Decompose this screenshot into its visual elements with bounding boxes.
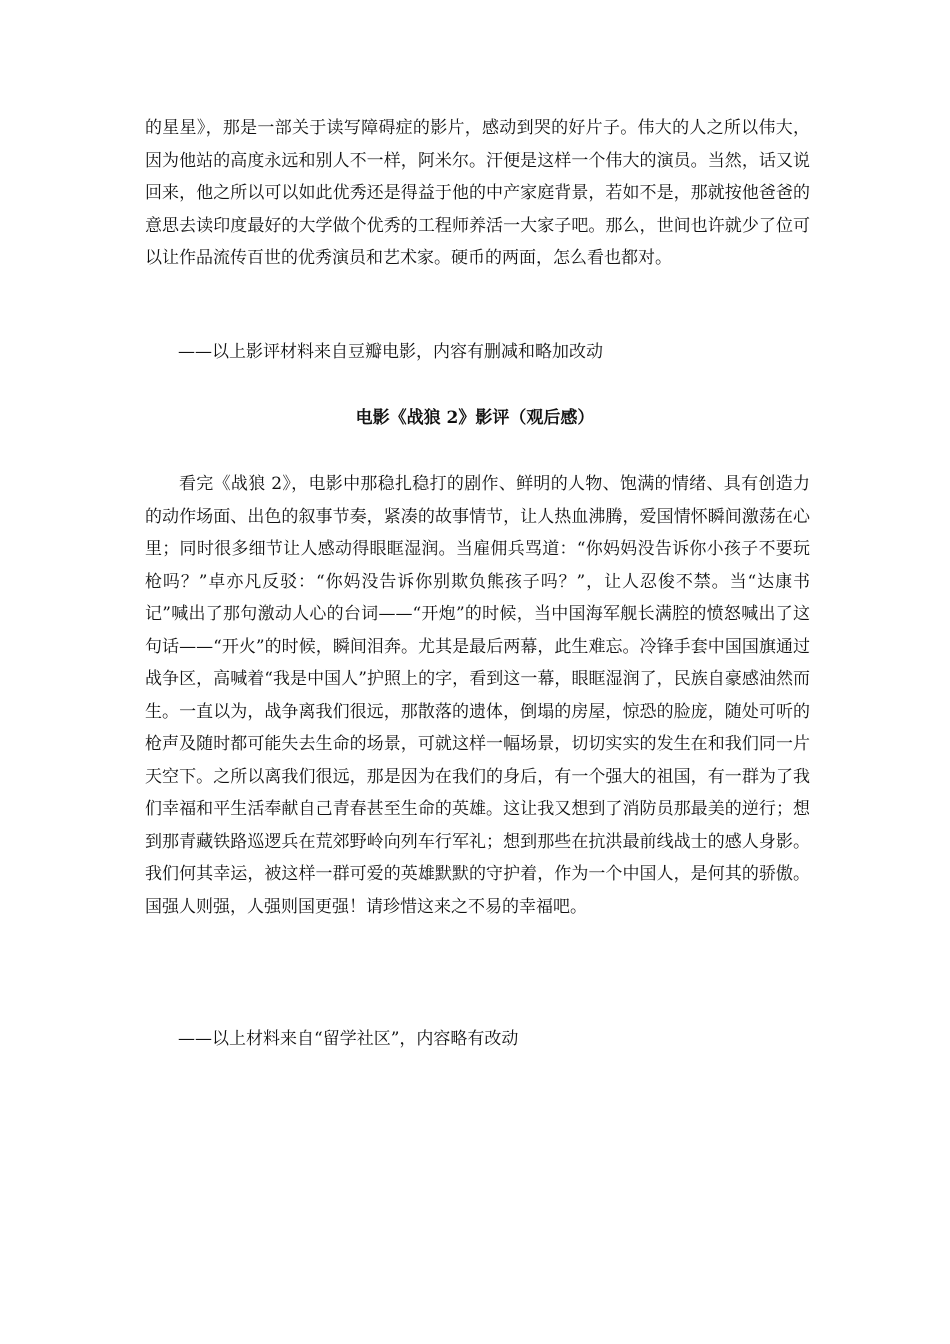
review-paragraph-continued: 的星星》，那是一部关于读写障碍症的影片，感动到哭的好片子。伟大的人之所以伟大，因为他站的高度永远和别人不一样，阿米尔。汗便是这样一个伟大的演员。当然，话又说回来，他之所以可以如此优秀还是得益于他的中产家庭背景，若如不是，那就按他爸爸的意思去读印度最好的大学做个优秀的工程师养活一大家子吧。那么，世间也许就少了位可以让作品流传百世的优秀演员和艺术家。硬币的两面，怎么看也都对。	[145, 118, 810, 268]
source-note-douban: ——以上影评材料来自豆瓣电影，内容有删减和略加改动	[178, 342, 603, 362]
review-paragraph-wolf-warrior: 看完《战狼 2》，电影中那稳扎稳打的剧作、鲜明的人物、饱满的情绪、具有创造力的动作场面、出色的叙事节奏，紧凑的故事情节，让人热血沸腾，爱国情怀瞬间激荡在心里；同时很多细节让人感动得眼眶湿润。当雇佣兵骂道：“你妈妈没告诉你小孩子不要玩枪吗？”卓亦凡反驳：“你妈没告诉你别欺负熊孩子吗？”，让人忍俊不禁。当“达康书记”喊出了那句激动人心的台词——“开炮”的时候，当中国海军舰长满腔的愤怒喊出了这句话——“开火”的时候，瞬间泪奔。尤其是最后两幕，此生难忘。冷锋手套中国国旗通过战争区，高喊着“我是中国人”护照上的字，看到这一幕，眼眶湿润了，民族自豪感油然而生。一直以为，战争离我们很远，那散落的遗体，倒塌的房屋，惊恐的脸庞，随处可听的枪声及随时都可能失去生命的场景，可就这样一幅场景，切切实实的发生在和我们同一片天空下。之所以离我们很远，那是因为在我们的身后，有一个强大的祖国，有一群为了我们幸福和平生活奉献自己青春甚至生命的英雄。这让我又想到了消防员那最美的逆行；想到那青藏铁路巡逻兵在荒郊野岭向列车行军礼；想到那些在抗洪最前线战士的感人身影。我们何其幸运，被这样一群可爱的英雄默默的守护着，作为一个中国人，是何其的骄傲。国强人则强，人强则国更强！请珍惜这来之不易的幸福吧。	[145, 474, 810, 917]
source-note-community: ——以上材料来自“留学社区”，内容略有改动	[178, 1029, 519, 1049]
article-title: 电影《战狼 2》影评（观后感）	[355, 408, 595, 428]
